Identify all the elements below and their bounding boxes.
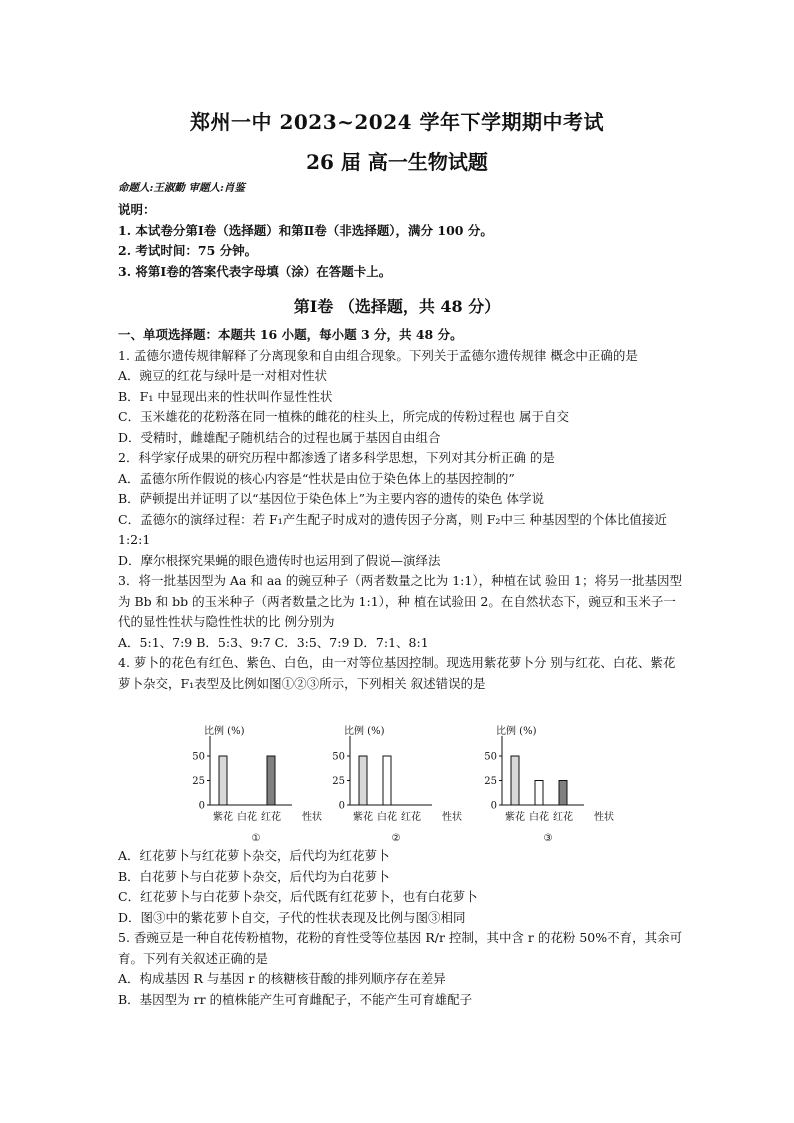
x-category-label: 红花 bbox=[261, 812, 281, 823]
question-1-option: A．豌豆的红花与绿叶是一对相对性状 bbox=[118, 368, 328, 383]
y-tick-label: 50 bbox=[332, 751, 345, 763]
question-2-option: B．萨顿提出并证明了以“基因位于染色体上”为主要内容的遗传的染色 体学说 bbox=[118, 491, 544, 506]
section-title: 第Ⅰ卷 （选择题，共 48 分） bbox=[293, 297, 501, 316]
bar bbox=[267, 756, 275, 805]
x-category-label: 白花 bbox=[529, 812, 549, 823]
chart-panel-label: ② bbox=[391, 833, 401, 844]
y-tick-label: 25 bbox=[332, 776, 345, 787]
question-4-stem: 4. 萝卜的花色有红色、紫色、白色，由一对等位基因控制。现选用紫花萝卜分 别与红花、白花、紫花萝卜杂交，F₁表型及比例如图①②③所示，下列相关 叙述错误的是 bbox=[118, 655, 676, 691]
bar bbox=[359, 756, 367, 805]
question-4-option: B．白花萝卜与白花萝卜杂交，后代均为白花萝卜 bbox=[118, 868, 390, 884]
x-axis-label: 性状 bbox=[594, 812, 614, 823]
bar-chart-3 bbox=[472, 722, 612, 850]
question-1-option: C．玉米雄花的花粉落在同一植株的雌花的柱头上，所完成的传粉过程也 属于自交 bbox=[118, 409, 570, 424]
authors-line: 命题人:王淑勤 审题人:肖鉴 bbox=[118, 182, 245, 194]
instruction-item: 2. 考试时间：75 分钟。 bbox=[118, 243, 258, 258]
y-tick-label: 50 bbox=[484, 751, 497, 763]
x-category-label: 白花 bbox=[237, 812, 257, 823]
bar-chart-2-svg bbox=[320, 722, 460, 850]
question-5-option: A．构成基因 R 与基因 r 的核糖核苷酸的排列顺序存在差异 bbox=[118, 971, 446, 986]
question-1-option: B．F₁ 中显现出来的性状叫作显性性状 bbox=[118, 388, 333, 404]
y-axis-label: 比例 (%) bbox=[344, 726, 385, 737]
bar-chart-3-svg bbox=[472, 722, 612, 850]
x-category-label: 红花 bbox=[401, 812, 421, 823]
x-category-label: 紫花 bbox=[353, 812, 373, 823]
question-2-option: A．孟德尔所作假说的核心内容是“性状是由位于染色体上的基因控制的” bbox=[118, 470, 515, 486]
y-tick-label: 0 bbox=[490, 800, 497, 812]
chart-panel-label: ③ bbox=[543, 833, 553, 844]
x-axis-label: 性状 bbox=[442, 812, 462, 823]
question-5-stem: 5. 香豌豆是一种自花传粉植物，花粉的育性受等位基因 R/r 控制，其中含 r 的花粉 50%不育，其余可育。下列有关叙述正确的是 bbox=[118, 930, 683, 966]
y-tick-label: 50 bbox=[192, 751, 205, 763]
part-title: 一、单项选择题：本题共 16 小题，每小题 3 分，共 48 分。 bbox=[118, 327, 463, 342]
x-category-label: 白花 bbox=[377, 812, 397, 823]
questions-block-2 bbox=[118, 846, 684, 1010]
instruction-item: 1. 本试卷分第Ⅰ卷（选择题）和第Ⅱ卷（非选择题），满分 100 分。 bbox=[118, 222, 493, 238]
question-1-option: D．受精时，雌雄配子随机结合的过程也属于基因自由组合 bbox=[118, 429, 441, 445]
bar bbox=[559, 781, 567, 806]
question-5-option: B．基因型为 rr 的植株能产生可育雌配子，不能产生可育雄配子 bbox=[118, 991, 473, 1007]
x-axis-label: 性状 bbox=[302, 812, 322, 823]
question-4-option: A．红花萝卜与红花萝卜杂交，后代均为红花萝卜 bbox=[118, 848, 390, 863]
instructions bbox=[118, 200, 684, 282]
instruction-item: 3. 将第Ⅰ卷的答案代表字母填（涂）在答题卡上。 bbox=[118, 263, 392, 279]
y-tick-label: 25 bbox=[192, 776, 205, 787]
y-tick-label: 25 bbox=[484, 776, 497, 787]
bar bbox=[219, 756, 227, 805]
bar-chart-1 bbox=[180, 722, 320, 850]
question-4-option: C．红花萝卜与白花萝卜杂交，后代既有红花萝卜，也有白花萝卜 bbox=[118, 889, 478, 904]
question-3-stem: 3．将一批基因型为 Aa 和 aa 的豌豆种子（两者数量之比为 1:1），种植在试 验田 1；将另一批基因型为 Bb 和 bb 的玉米种子（两者数量之比为 1:1），种 植在试验田 2。在自然状态下，豌豆和玉米子一代的显性性状与隐性性状的比 例分别为 bbox=[118, 573, 682, 629]
chart-panel-label: ① bbox=[251, 833, 261, 844]
question-4-option: D．图③中的紫花萝卜自交，子代的性状表现及比例与图③相同 bbox=[118, 909, 466, 925]
exam-subtitle: 26 届 高一生物试题 bbox=[306, 150, 488, 174]
x-category-label: 红花 bbox=[553, 812, 573, 823]
y-axis-label: 比例 (%) bbox=[496, 726, 537, 737]
question-2-stem: 2．科学家仔成果的研究历程中都渗透了诸多科学思想，下列对其分析正确 的是 bbox=[118, 450, 555, 465]
x-category-label: 紫花 bbox=[505, 812, 525, 823]
question-3-options: A．5:1、7:9 B．5:3、9:7 C．3:5、7:9 D．7:1、8:1 bbox=[118, 634, 429, 650]
questions-block-1 bbox=[118, 325, 684, 694]
instructions-heading: 说明： bbox=[118, 202, 156, 217]
question-1-stem: 1. 孟德尔遗传规律解释了分离现象和自由组合现象。下列关于孟德尔遗传规律 概念中正确的是 bbox=[118, 347, 638, 363]
bar bbox=[511, 756, 519, 805]
bar-chart-2 bbox=[320, 722, 460, 850]
question-2-option: D．摩尔根探究果蝇的眼色遗传时也运用到了假说—演绎法 bbox=[118, 552, 441, 568]
y-tick-label: 0 bbox=[198, 800, 205, 812]
bar-chart-1-svg bbox=[180, 722, 320, 850]
exam-title: 郑州一中 2023~2024 学年下学期期中考试 bbox=[189, 110, 604, 134]
question-2-option: C．孟德尔的演绎过程：若 F₁产生配子时成对的遗传因子分离，则 F₂中三 种基因型的个体比值接近 1:2:1 bbox=[118, 511, 667, 547]
y-tick-label: 0 bbox=[338, 800, 345, 812]
bar bbox=[383, 756, 391, 805]
x-category-label: 紫花 bbox=[213, 812, 233, 823]
y-axis-label: 比例 (%) bbox=[204, 726, 245, 737]
bar bbox=[535, 781, 543, 806]
